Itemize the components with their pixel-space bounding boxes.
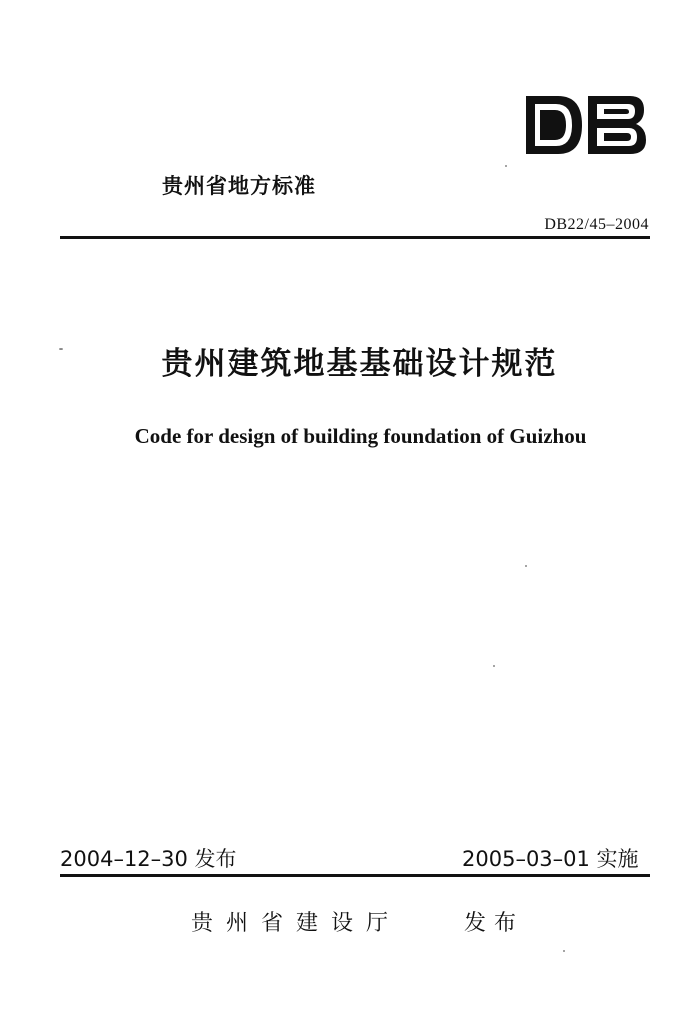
bottom-divider (60, 874, 650, 877)
scan-speck (525, 565, 527, 567)
scan-speck (59, 348, 63, 350)
scan-speck (563, 950, 565, 952)
issue-date: 2004–12–30 发布 (60, 847, 237, 871)
title-chinese: 贵州建筑地基基础设计规范 (161, 346, 558, 382)
implement-date: 2005–03–01 实施 (462, 847, 639, 871)
publisher: 贵州省建设厅 (191, 911, 402, 936)
title-english: Code for design of building foundation of Guizhou (134, 424, 587, 448)
scan-speck (493, 665, 495, 667)
standard-type: 贵州省地方标准 (162, 174, 316, 198)
publish-label: 发布 (464, 911, 525, 936)
db-logo (524, 94, 648, 156)
scan-speck (505, 165, 507, 167)
standard-number: DB22/45–2004 (544, 216, 649, 233)
top-divider (60, 236, 650, 239)
